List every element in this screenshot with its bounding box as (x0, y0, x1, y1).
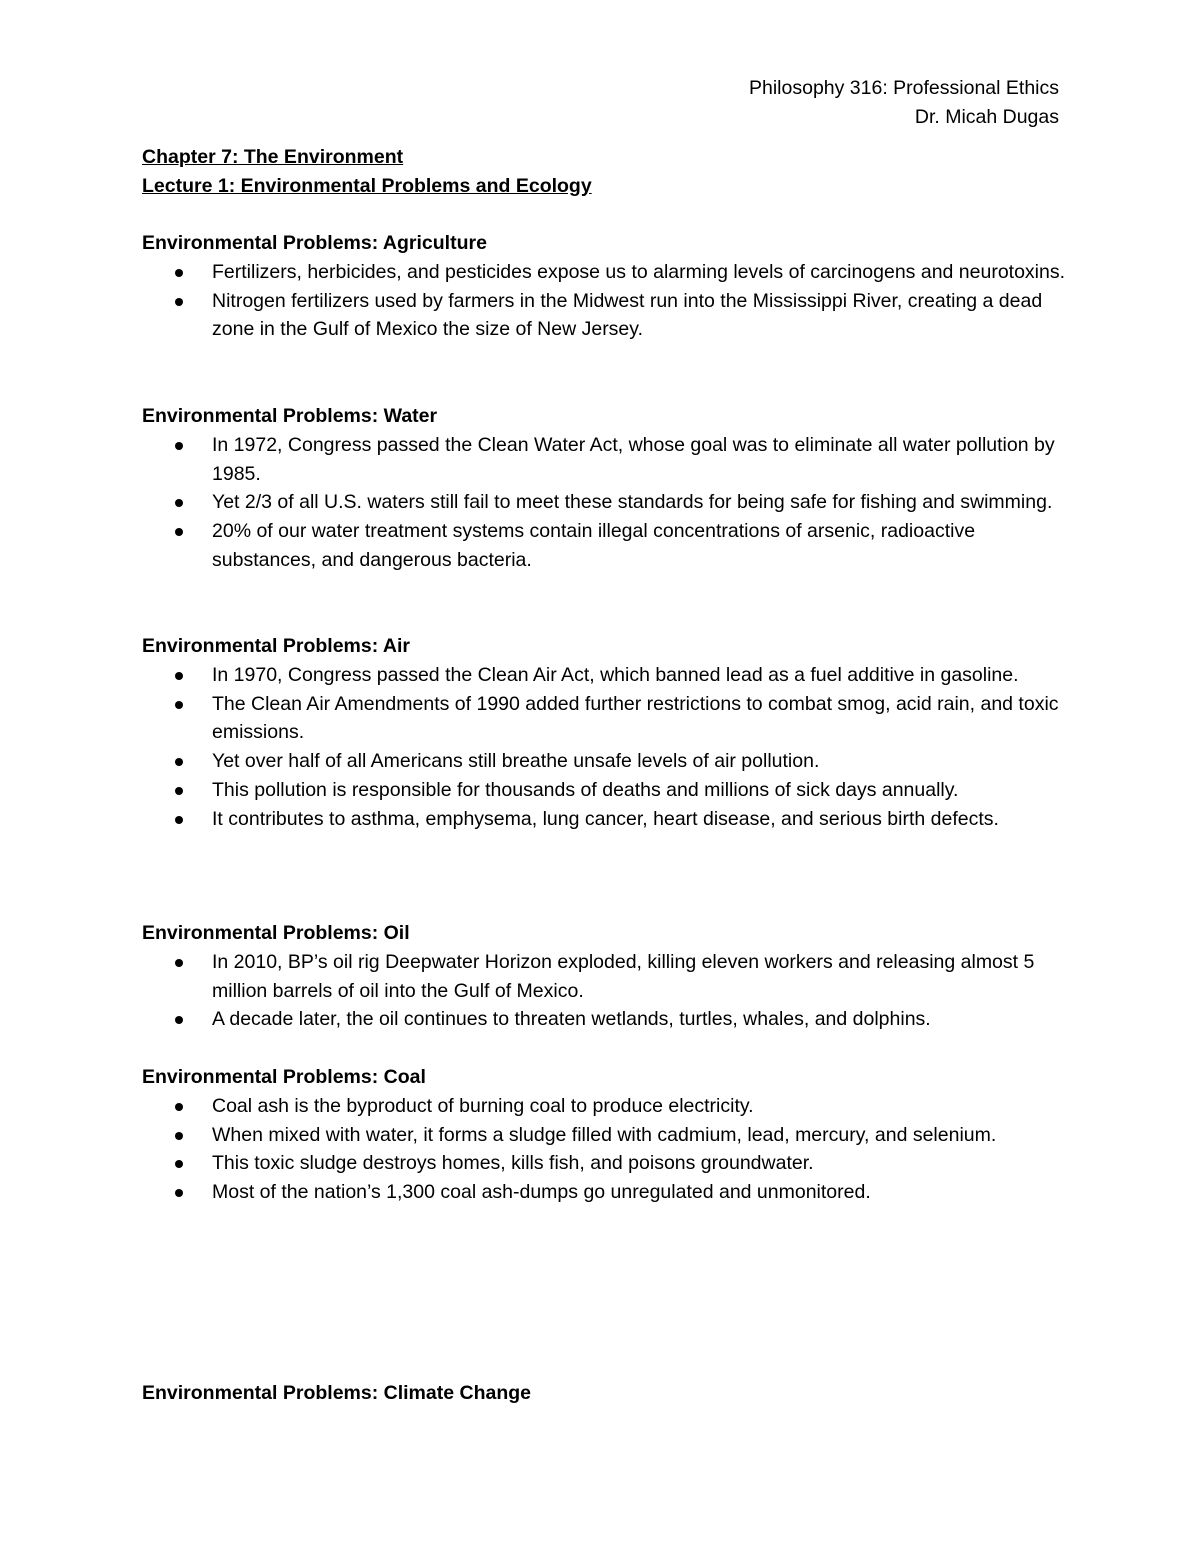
section-heading: Environmental Problems: Agriculture (142, 232, 487, 254)
list-item-text: A decade later, the oil continues to threaten wetlands, turtles, whales, and dolphins. (212, 1008, 931, 1031)
list-item (142, 488, 1072, 517)
bullet-icon (175, 1189, 183, 1197)
list-item-text: This toxic sludge destroys homes, kills fish, and poisons groundwater. (212, 1152, 814, 1175)
list-item-text: In 1972, Congress passed the Clean Water Act, whose goal was to eliminate all water pollution by 1985. (212, 434, 1055, 485)
list-item (142, 1149, 1072, 1178)
bullet-icon (175, 701, 183, 709)
list-item-text: In 1970, Congress passed the Clean Air Act, which banned lead as a fuel additive in gasoline. (212, 664, 1019, 686)
bullet-icon (175, 1103, 183, 1111)
list-item (142, 948, 1072, 1005)
bullet-list (142, 1092, 1072, 1207)
bullet-icon (175, 1160, 183, 1168)
list-item-text: Yet over half of all Americans still breathe unsafe levels of air pollution. (212, 750, 820, 773)
section-air (142, 632, 1072, 833)
bullet-list (142, 431, 1072, 575)
list-item-text: 20% of our water treatment systems contain illegal concentrations of arsenic, radioactive substances, and dangerous bacteria. (212, 520, 976, 571)
bullet-icon (175, 269, 183, 277)
bullet-icon (175, 1132, 183, 1140)
list-item-text: When mixed with water, it forms a sludge filled with cadmium, lead, mercury, and selenium. (212, 1123, 997, 1146)
list-item (142, 1092, 1072, 1121)
list-item-text: The Clean Air Amendments of 1990 added further restrictions to combat smog, acid rain, and toxic emissions. (212, 692, 1059, 744)
list-item (142, 805, 1072, 834)
bullet-icon (175, 959, 183, 967)
section-water (142, 402, 1072, 575)
list-item (142, 1005, 1072, 1034)
section-heading: Environmental Problems: Oil (142, 922, 410, 944)
list-item (142, 661, 1072, 690)
list-item-text: This pollution is responsible for thousands of deaths and millions of sick days annually. (212, 778, 959, 801)
section-oil (142, 919, 1072, 1034)
bullet-icon (175, 298, 183, 306)
bullet-icon (175, 787, 183, 795)
list-item (142, 1178, 1072, 1207)
section-heading: Environmental Problems: Climate Change (142, 1382, 532, 1404)
section-climate-change (142, 1379, 1072, 1408)
section-agriculture (142, 229, 1072, 344)
list-item-text: Nitrogen fertilizers used by farmers in the Midwest run into the Mississippi River, creating a dead zone in the Gulf of Mexico the size of New Jersey. (212, 289, 1043, 341)
course-title: Philosophy 316: Professional Ethics (748, 77, 1059, 99)
list-item (142, 776, 1072, 805)
list-item-text: Coal ash is the byproduct of burning coal to produce electricity. (212, 1095, 754, 1117)
section-heading: Environmental Problems: Air (142, 635, 411, 657)
list-item (142, 747, 1072, 776)
section-coal (142, 1063, 1072, 1207)
list-item (142, 287, 1072, 344)
section-heading: Environmental Problems: Coal (142, 1066, 426, 1088)
bullet-list (142, 948, 1072, 1034)
list-item-text: In 2010, BP’s oil rig Deepwater Horizon exploded, killing eleven workers and releasing almost 5 million barrels of oil into the Gulf of Mexico. (212, 951, 1035, 1002)
document-titles (142, 143, 592, 201)
list-item-text: It contributes to asthma, emphysema, lung cancer, heart disease, and serious birth defects. (212, 807, 999, 830)
section-heading: Environmental Problems: Water (142, 405, 438, 427)
bullet-icon (175, 672, 183, 680)
bullet-icon (175, 528, 183, 536)
list-item-text: Most of the nation’s 1,300 coal ash-dumps go unregulated and unmonitored. (212, 1181, 871, 1204)
bullet-icon (175, 1016, 183, 1024)
lecture-title: Lecture 1: Environmental Problems and Ecology (142, 175, 592, 197)
bullet-icon (175, 499, 183, 507)
bullet-icon (175, 442, 183, 450)
bullet-icon (175, 816, 183, 824)
list-item (142, 258, 1072, 287)
list-item-text: Yet 2/3 of all U.S. waters still fail to meet these standards for being safe for fishing and swimming. (212, 491, 1053, 514)
bullet-list (142, 258, 1072, 344)
bullet-list (142, 661, 1072, 833)
list-item-text: Fertilizers, herbicides, and pesticides expose us to alarming levels of carcinogens and neurotoxins. (212, 261, 1066, 283)
list-item (142, 690, 1072, 747)
list-item (142, 517, 1072, 574)
list-item (142, 431, 1072, 488)
instructor-name: Dr. Micah Dugas (914, 106, 1059, 128)
list-item (142, 1121, 1072, 1150)
bullet-icon (175, 758, 183, 766)
chapter-title: Chapter 7: The Environment (142, 146, 404, 168)
document-header (749, 74, 1059, 132)
